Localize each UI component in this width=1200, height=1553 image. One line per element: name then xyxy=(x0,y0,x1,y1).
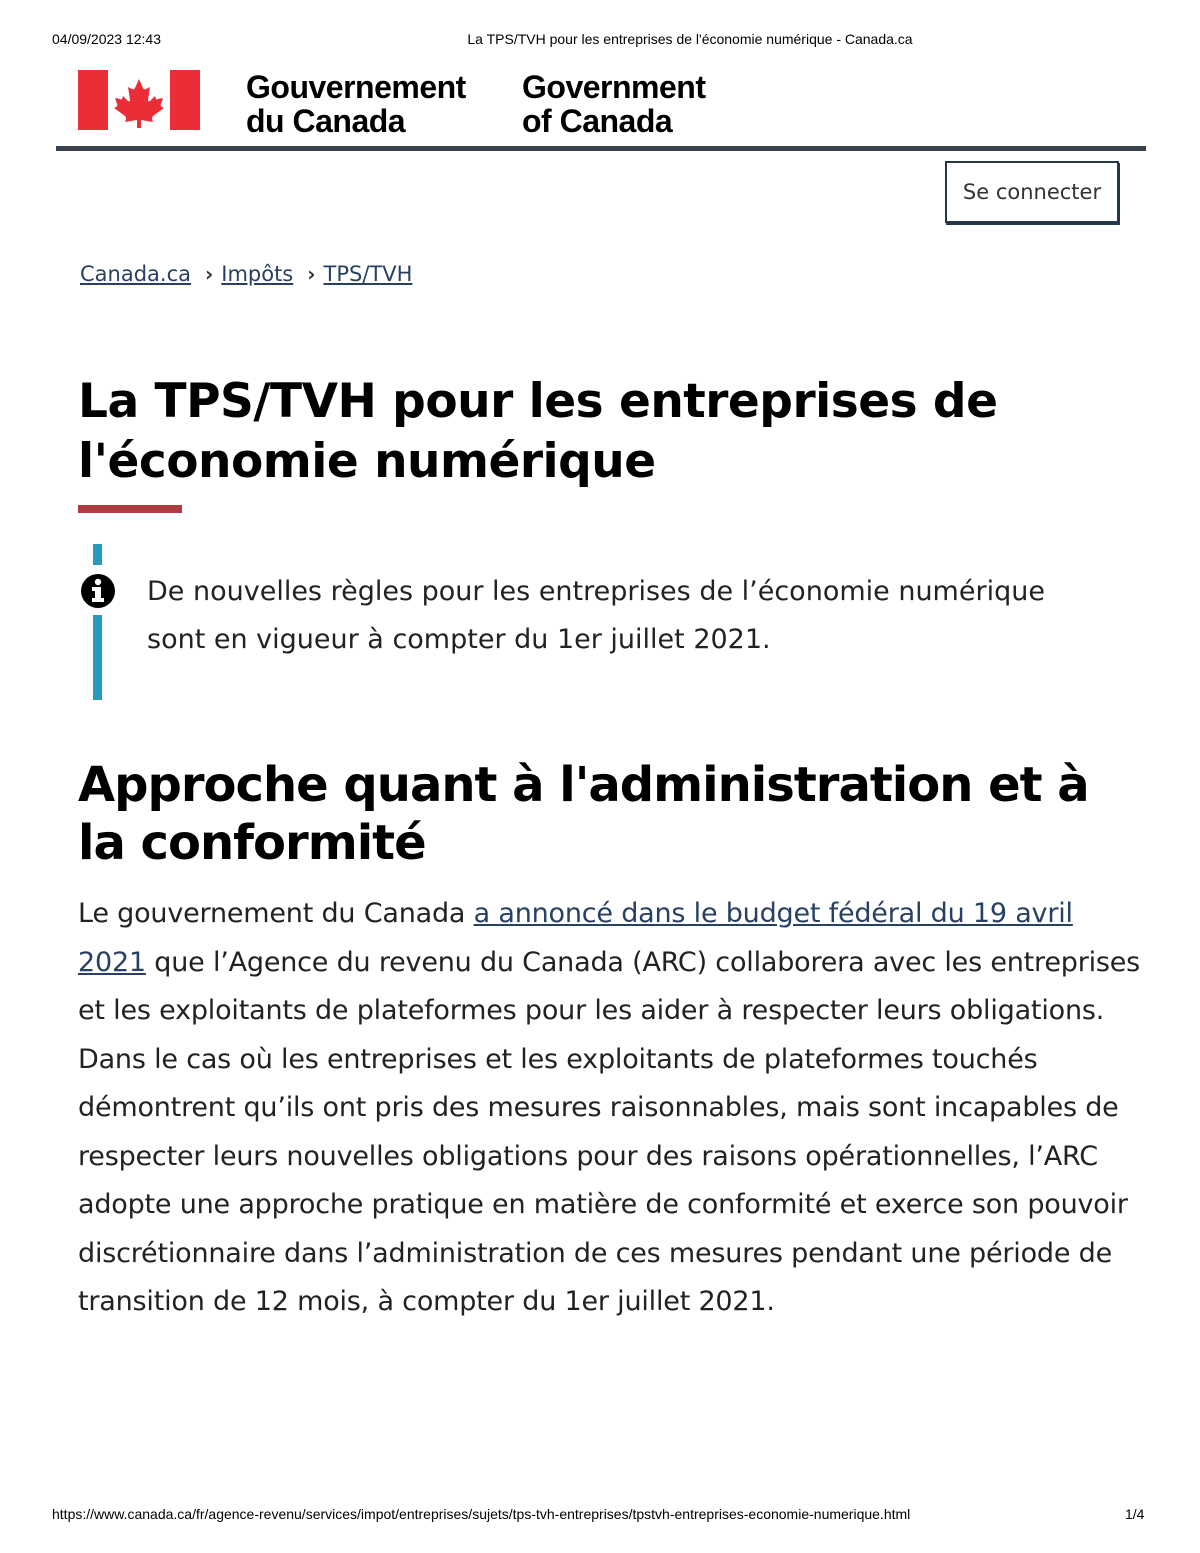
page-title: La TPS/TVH pour les entreprises de l'économie numérique xyxy=(78,374,998,489)
breadcrumb xyxy=(80,262,412,286)
chevron-right-icon: › xyxy=(307,262,316,286)
section-paragraph xyxy=(78,890,1143,1327)
signature-en-line1: Government xyxy=(522,69,706,105)
paragraph-text-end: que l’Agence du revenu du Canada (ARC) collaborera avec les entreprises et les exploitants de plateformes pour les aider à respecter leurs obligations. Dans le cas où les entreprises et les exploitants de plateformes touchés démontrent qu’ils ont pris des mesures raisonnables, mais sont incapables de respecter leurs nouvelles obligations pour des raisons opérationnelles, l’ARC adopte une approche pratique en matière de conformité et exerce son pouvoir discrétionnaire dans l’administration de ces mesures pendant une période de transition de 12 mois, à compter du 1er juillet 2021. xyxy=(78,946,1141,1317)
print-page-number: 1/4 xyxy=(1125,1506,1145,1522)
canada-flag-logo-link[interactable] xyxy=(78,70,200,130)
signature-fr-line1: Gouvernement xyxy=(246,69,466,105)
notice-text: De nouvelles règles pour les entreprises de l’économie numérique sont en vigueur à compter du 1er juillet 2021. xyxy=(147,576,1045,655)
signature-fr-line2: du Canada xyxy=(246,103,406,139)
print-url: https://www.canada.ca/fr/agence-revenu/services/impot/entreprises/sujets/tps-tvh-entreprises/tpstvh-entreprises-economie-numerique.html xyxy=(52,1506,911,1522)
sign-in-button[interactable]: Se connecter xyxy=(945,161,1119,223)
breadcrumb-tps-tvh[interactable]: TPS/TVH xyxy=(323,262,413,286)
paragraph-text-start: Le gouvernement du Canada xyxy=(78,898,474,929)
title-accent-bar xyxy=(78,505,182,513)
signature-french xyxy=(246,70,466,138)
canada-flag-icon xyxy=(78,70,200,130)
breadcrumb-canada-ca[interactable]: Canada.ca xyxy=(80,262,191,286)
print-page-title: La TPS/TVH pour les entreprises de l'économie numérique - Canada.ca xyxy=(467,31,913,47)
signature-english xyxy=(522,70,705,138)
budget-announcement-link[interactable]: a annoncé dans le budget fédéral du 19 avril 2021 xyxy=(78,898,1073,978)
notice-accent-bar-top xyxy=(93,544,102,565)
header-divider xyxy=(56,146,1146,151)
section-heading: Approche quant à l'administration et à la conformité xyxy=(78,757,1089,871)
chevron-right-icon: › xyxy=(205,262,214,286)
info-icon xyxy=(80,573,116,609)
notice-accent-bar-bottom xyxy=(93,615,102,700)
breadcrumb-impots[interactable]: Impôts xyxy=(221,262,294,286)
print-date: 04/09/2023 12:43 xyxy=(52,31,161,47)
government-header xyxy=(78,69,706,139)
signature-en-line2: of Canada xyxy=(522,103,673,139)
